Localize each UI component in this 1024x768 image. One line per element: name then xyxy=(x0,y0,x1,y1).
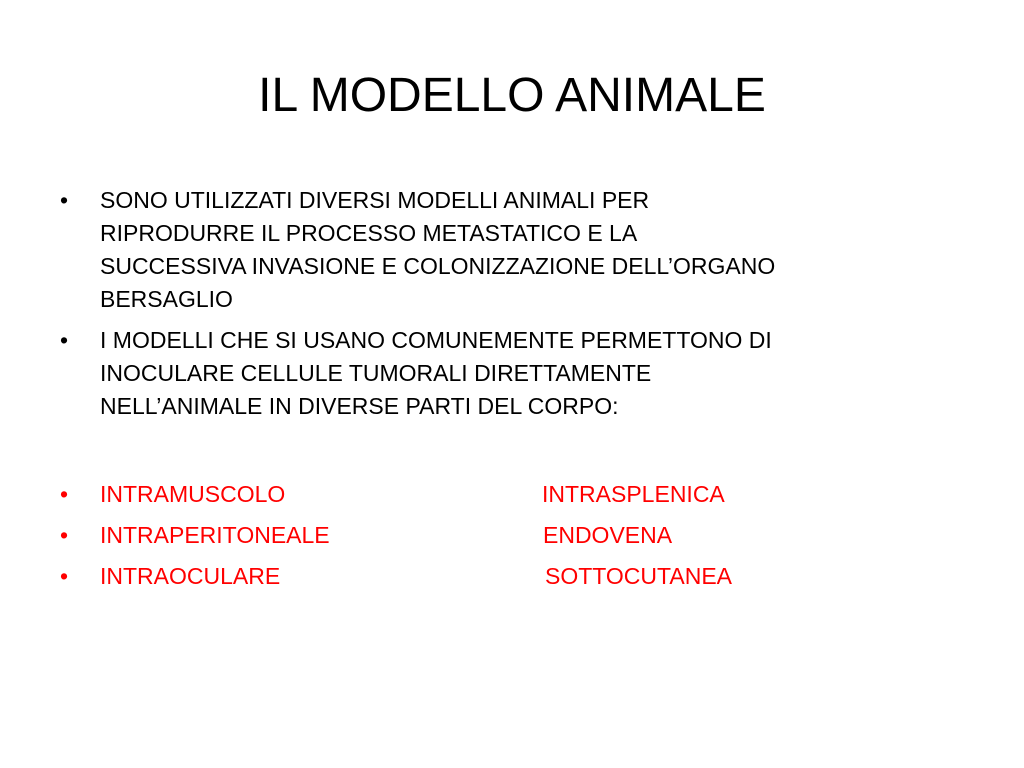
bullet-dot-icon: • xyxy=(60,187,69,213)
site-left: INTRAMUSCOLO xyxy=(100,481,286,507)
bullet-line: BERSAGLIO xyxy=(100,286,233,312)
bullet-line: SONO UTILIZZATI DIVERSI MODELLI ANIMALI PER xyxy=(100,187,650,213)
bullet-list xyxy=(58,184,978,431)
bullet-item xyxy=(58,324,978,423)
site-right: INTRASPLENICA xyxy=(542,481,725,507)
bullet-line: SUCCESSIVA INVASIONE E COLONIZZAZIONE DELL’ORGANO xyxy=(100,253,776,279)
site-left: INTRAOCULARE xyxy=(100,563,281,589)
slide-title: IL MODELLO ANIMALE xyxy=(258,69,766,122)
site-right: ENDOVENA xyxy=(543,522,673,548)
bullet-line: RIPRODURRE IL PROCESSO METASTATICO E LA xyxy=(100,220,638,246)
bullet-line: NELL’ANIMALE IN DIVERSE PARTI DEL CORPO: xyxy=(100,393,619,419)
bullet-dot-icon: • xyxy=(60,522,69,548)
bullet-line: INOCULARE CELLULE TUMORALI DIRETTAMENTE xyxy=(100,360,652,386)
bullet-dot-icon: • xyxy=(60,481,69,507)
bullet-dot-icon: • xyxy=(60,327,69,353)
site-right: SOTTOCUTANEA xyxy=(545,563,732,589)
bullet-line: I MODELLI CHE SI USANO COMUNEMENTE PERMETTONO DI xyxy=(100,327,772,353)
site-left: INTRAPERITONEALE xyxy=(100,522,330,548)
bullet-dot-icon: • xyxy=(60,563,69,589)
bullet-item xyxy=(58,184,978,316)
